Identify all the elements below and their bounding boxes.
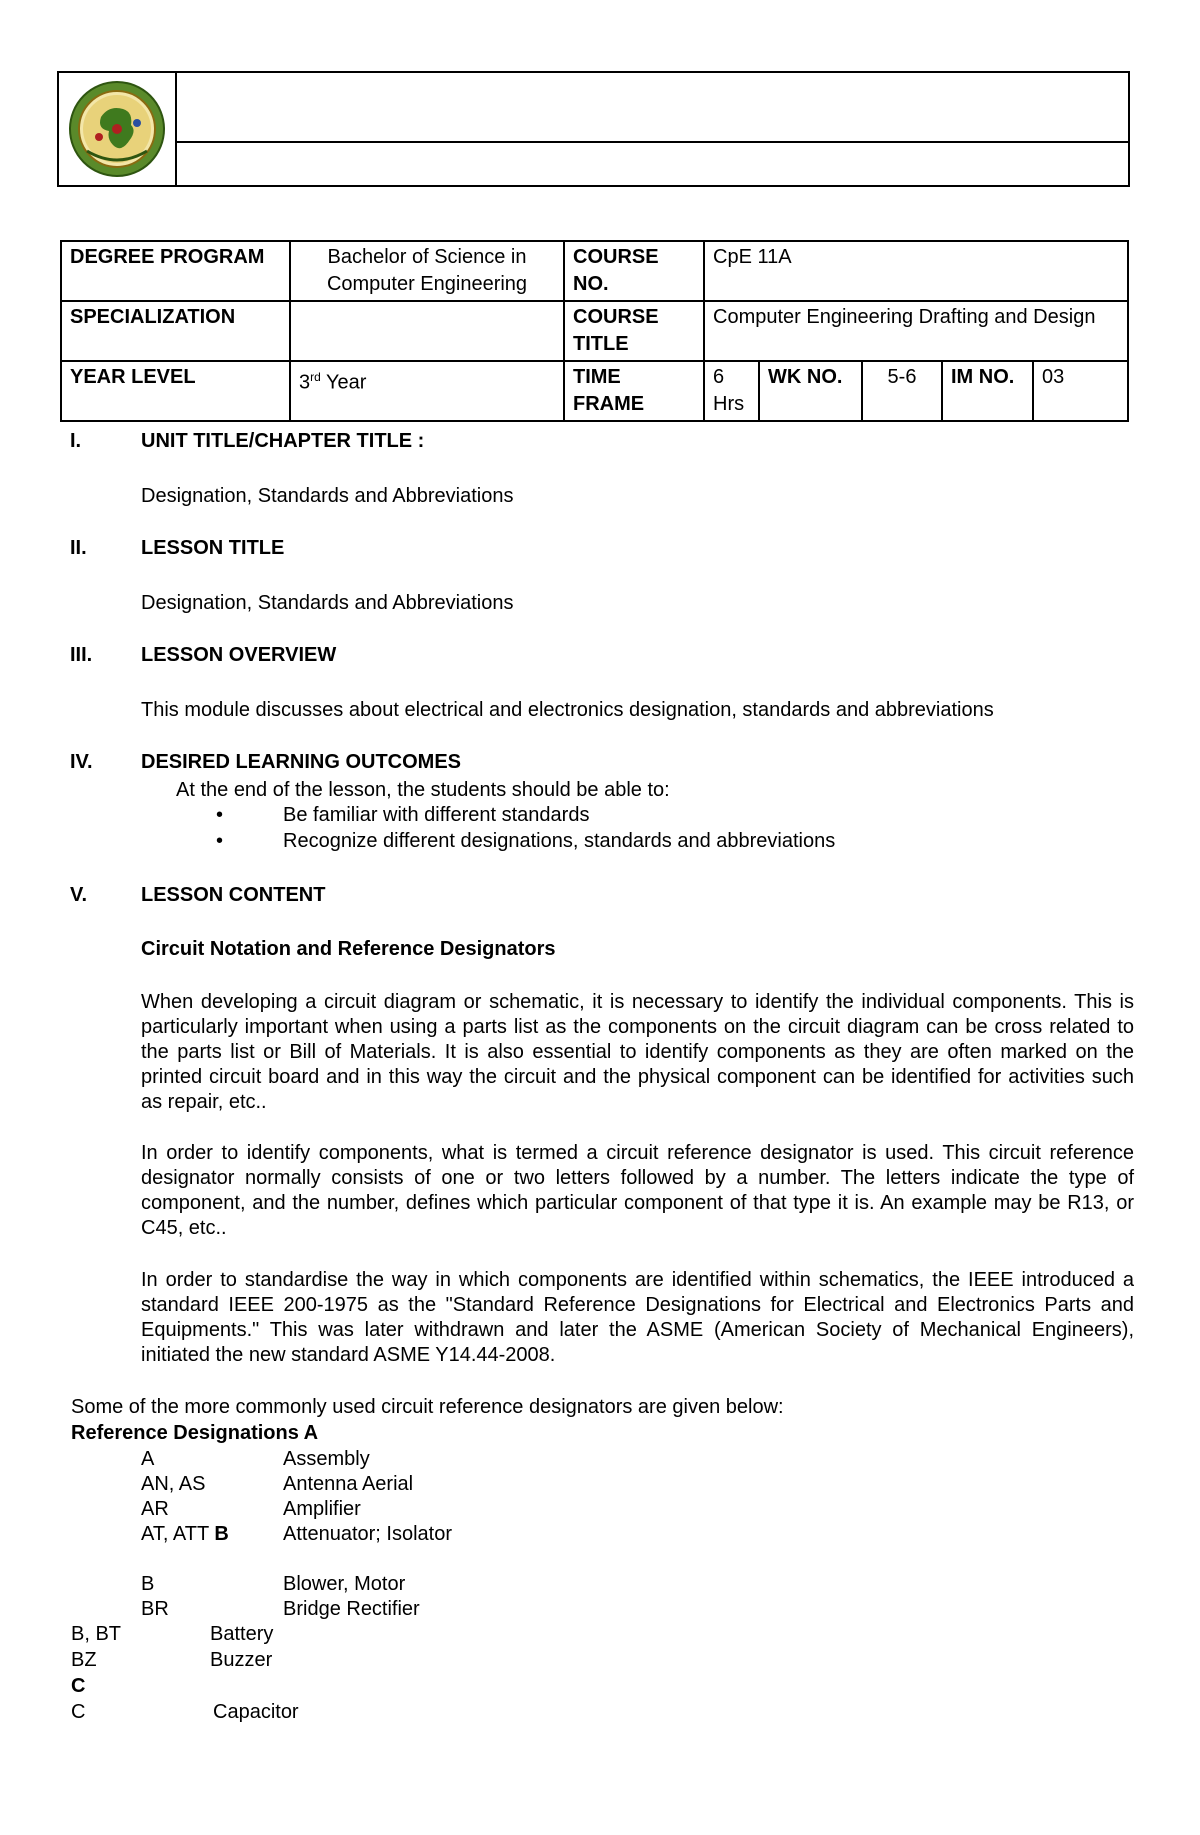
section-1-text: Designation, Standards and Abbreviations [141,485,514,507]
section-2-text: Designation, Standards and Abbreviations [141,592,514,614]
designator-desc: Attenuator; Isolator [283,1523,452,1545]
section-5-title: LESSON CONTENT [141,884,326,906]
designator-group-heading: C [71,1675,86,1697]
designator-desc: Capacitor [213,1701,299,1723]
year-level-sup: rd [310,370,321,384]
degree-program-label: DEGREE PROGRAM [61,241,290,301]
content-paragraph-1: When developing a circuit diagram or schematic, it is necessary to identify the individual components. This is particularly important when using a parts list as the components on the circuit diagram can be cross related to the parts list or Bill of Materials. It is also essential to identify components as they are often marked on the printed circuit board and in this way the circuit and the physical component can be identified for activities such as repair, etc.. [141,991,1134,1113]
year-level-value [290,361,564,421]
course-no-label: COURSE NO. [564,241,704,301]
document-header [57,71,1130,187]
header-divider [177,141,1128,143]
section-4-title: DESIRED LEARNING OUTCOMES [141,751,462,773]
outcomes-intro: At the end of the lesson, the students should be able to: [176,779,670,801]
designator-code-row [141,1522,229,1547]
section-2-number: II. [70,537,87,559]
section-2-title: LESSON TITLE [141,537,285,559]
year-level-num: 3 [299,371,311,394]
designator-desc: Assembly [283,1448,370,1470]
designator-code: C [71,1701,86,1723]
designator-code: AN, AS [141,1473,206,1495]
designators-heading: Reference Designations A [71,1422,319,1444]
outcome-item: Be familiar with different standards [283,804,590,826]
logo-cell [59,73,177,185]
section-4-number: IV. [70,751,93,773]
time-frame-value: 6 Hrs [704,361,759,421]
content-paragraph-3: In order to standardise the way in which components are identified within schematics, the IEEE introduced a standard IEEE 200-1975 as the "Standard Reference Designations for Electrical and Electronics Parts and Equipments." This was later withdrawn and later the ASME (American Society of Mechanical Engineers), initiated the new standard ASME Y14.44-2008. [141,1269,1134,1366]
university-seal-logo [67,79,167,179]
year-level-label: YEAR LEVEL [61,361,290,421]
course-info-table [60,240,1129,422]
section-3-title: LESSON OVERVIEW [141,644,337,666]
year-level-suffix: Year [320,371,367,394]
bullet-icon: • [216,804,224,826]
designator-desc: Amplifier [283,1498,361,1520]
section-1-title: UNIT TITLE/CHAPTER TITLE : [141,430,425,452]
time-frame-label: TIME FRAME [564,361,704,421]
wk-no-label: WK NO. [759,361,862,421]
designator-code: BR [141,1598,169,1620]
course-title-value: Computer Engineering Drafting and Design [704,301,1128,361]
specialization-label: SPECIALIZATION [61,301,290,361]
designator-code: A [141,1448,155,1470]
specialization-value [290,301,564,361]
content-paragraph-2: In order to identify components, what is termed a circuit reference designator is used. This circuit reference designator normally consists of one or two letters followed by a number. The letters indicate the type of component, and the number, defines which particular component of that type it is. An example may be R13, or C45, etc.. [141,1142,1134,1239]
section-5-number: V. [70,884,88,906]
course-no-value: CpE 11A [704,241,1128,301]
designator-desc: Blower, Motor [283,1573,406,1595]
designator-desc: Buzzer [210,1649,273,1671]
wk-no-value: 5-6 [862,361,942,421]
degree-program-value: Bachelor of Science in Computer Engineering [290,241,564,301]
section-1-number: I. [70,430,82,452]
section-3-text: This module discusses about electrical and electronics designation, standards and abbreviations [141,699,994,721]
outcome-item: Recognize different designations, standards and abbreviations [283,830,836,852]
designator-desc: Bridge Rectifier [283,1598,420,1620]
designator-desc: Battery [210,1623,274,1645]
designator-code: AR [141,1498,169,1520]
course-title-label: COURSE TITLE [564,301,704,361]
designator-group-letter: B [214,1523,229,1545]
designator-code: B, BT [71,1623,122,1645]
im-no-label: IM NO. [942,361,1033,421]
bullet-icon: • [216,830,224,852]
lesson-subtitle: Circuit Notation and Reference Designators [141,938,556,960]
im-no-value: 03 [1033,361,1128,421]
section-3-number: III. [70,644,93,666]
designator-code: B [141,1573,155,1595]
designator-code: AT, ATT [141,1523,215,1545]
designator-code: BZ [71,1649,97,1671]
designators-intro: Some of the more commonly used circuit reference designators are given below: [71,1396,784,1418]
designator-desc: Antenna Aerial [283,1473,414,1495]
